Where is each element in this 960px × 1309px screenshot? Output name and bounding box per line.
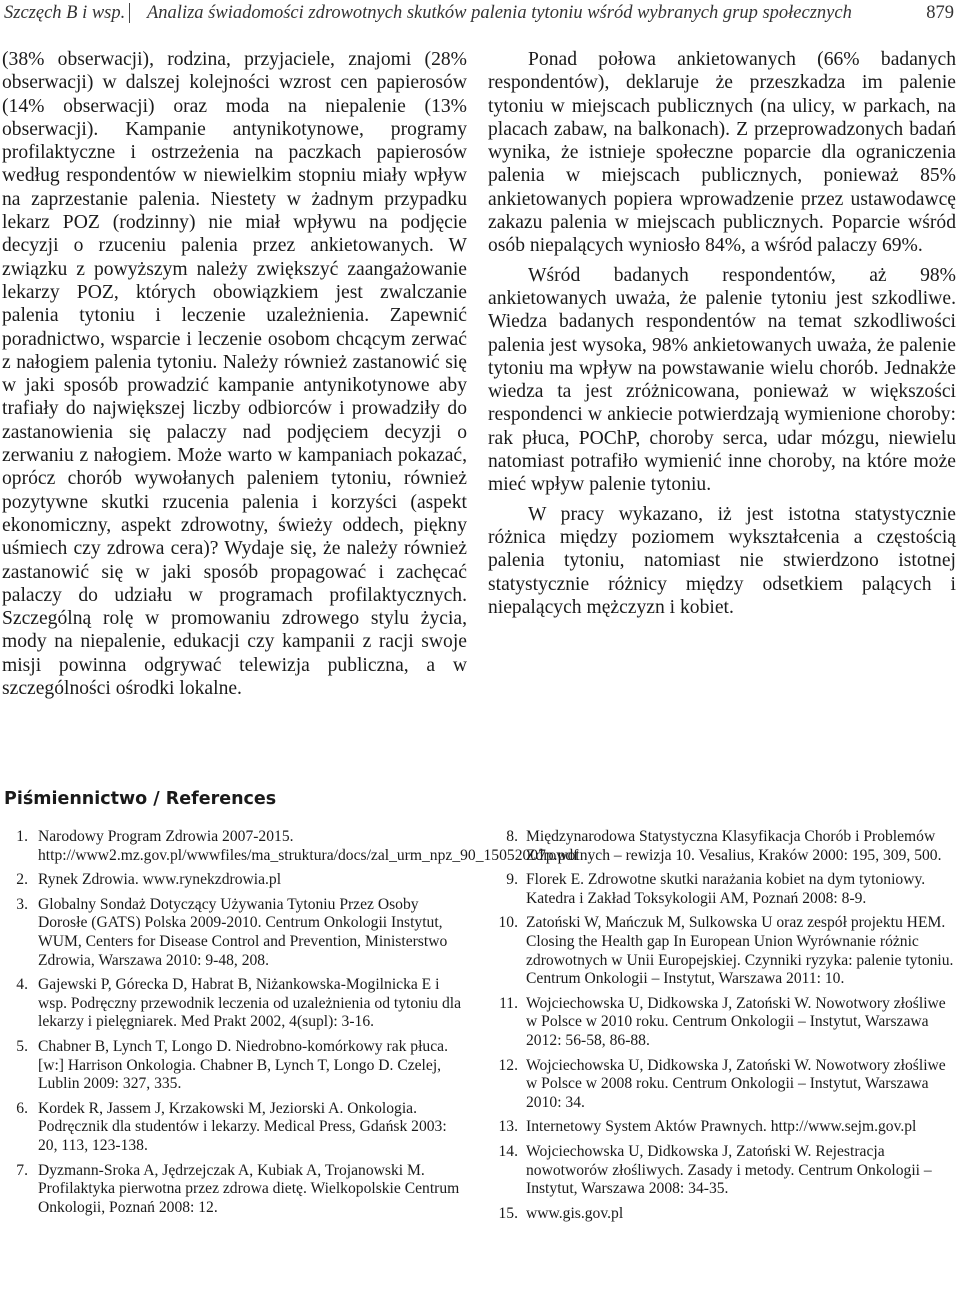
- reference-text: Wojciechowska U, Didkowska J, Zatoński W. Nowotwory złośliwe w Polsce w 2010 roku. Centrum Onkologii – Instytut, Warszawa 2012: 56-58, 86-88.: [526, 994, 946, 1049]
- header-title: Analiza świadomości zdrowotnych skutków palenia tytoniu wśród wybranych grup społecznych: [147, 3, 852, 23]
- reference-text: Kordek R, Jassem J, Krzakowski M, Jeziorski A. Onkologia. Podręcznik dla studentów i lekarzy. Medical Press, Gdańsk 2003: 20, 113, 123-138.: [38, 1099, 447, 1154]
- body-column-right: [488, 48, 956, 625]
- reference-number: 14.: [498, 1142, 518, 1160]
- reference-item: [490, 1118, 956, 1137]
- reference-item: [490, 1057, 956, 1113]
- reference-item: [4, 1100, 468, 1156]
- body-paragraph: Wśród badanych respondentów, aż 98% ankietowanych uważa, że palenie tytoniu jest szkodliwe. Wiedza badanych respondentów na temat szkodliwości palenia jest wysoka, 98% ankietowanych uważa, że palenie tytoniu ma wpływ na powstawanie wielu chorób. Jednakże wiedza ta jest zróżnicowana, ponieważ w większości respondenci w ankiecie potwierdzają wymienione choroby: rak płuca, POChP, choroby serca, udar mózgu, niewielu natomiast potrafiło wymienić inne choroby, na które może mieć wpływ palenie tytoniu.: [488, 264, 956, 496]
- reference-item: [490, 995, 956, 1051]
- reference-item: [4, 896, 468, 970]
- references-heading: Piśmiennictwo / References: [4, 789, 277, 809]
- body-paragraph: W pracy wykazano, iż jest istotna statystycznie różnica między poziomem wykształcenia a częstością palenia tytoniu, natomiast nie stwierdzono istotnej statystycznie różnicy między odsetkiem palących i niepalących mężczyzn i kobiet.: [488, 503, 956, 618]
- reference-text: Chabner B, Lynch T, Longo D. Niedrobno-komórkowy rak płuca. [w:] Harrison Onkologia. Chabner B, Lynch T, Longo D. Czelej, Lublin 2009: 327, 335.: [38, 1037, 448, 1093]
- reference-text: Międzynarodowa Statystyczna Klasyfikacja Chorób i Problemów Zdrowotnych – rewizja 10. Vesalius, Kraków 2000: 195, 309, 500.: [526, 828, 942, 864]
- header-divider: [129, 3, 130, 23]
- reference-number: 4.: [16, 976, 28, 994]
- body-paragraph: Ponad połowa ankietowanych (66% badanych respondentów), deklaruje że przeszkadza im palenie tytoniu w miejscach publicznych (na ulicy, w parkach, na placach zabaw, na balkonach). Z przeprowadzonych badań wynika, że istnieje społeczne poparcie dla ograniczenia palenia w miejscach publicznych, ponieważ 85% ankietowanych popiera wprowadzenie przez ustawodawcę zakazu palenia w miejscach publicznych. Poparcie wśród osób niepalących wyniosło 84%, a wśród palaczy 69%.: [488, 49, 956, 257]
- reference-text: Gajewski P, Górecka D, Habrat B, Niżankowska-Mogilnicka E i wsp. Podręczny przewodnik leczenia od uzależnienia od tytoniu dla lekarzy i pielęgniarek. Med Prakt 2002, 4(supl): 3-16.: [38, 976, 462, 1031]
- reference-item: [490, 871, 956, 908]
- reference-item: [4, 828, 579, 865]
- reference-text: Zatoński W, Mańczuk M, Sulkowska U oraz zespół projektu HEM. Closing the Health gap In European Union Wyrównanie różnic zdrowotnych w Unii Europejskiej. Czynniki ryzyka: palenie tytoniu. Centrum Onkologii – Instytut, Warszawa 2011: 10.: [526, 914, 954, 988]
- reference-text: Wojciechowska U, Didkowska J, Zatoński W. Rejestracja nowotworów złośliwych. Zasady i metody. Centrum Onkologii – Instytut, Warszawa 2008: 34-35.: [526, 1142, 932, 1198]
- body-column-left: [2, 48, 467, 700]
- body-paragraph: (38% obserwacji), rodzina, przyjaciele, znajomi (28% obserwacji) w dalszej kolejności wzrost cen papierosów (14% obserwacji) oraz moda na niepalenie (13% obserwacji). Kampanie antynikotynowe, programy profilaktyczne i ostrzeżenia na paczkach papierosów według respondentów w niewielkim stopniu miały wpływ na zaprzestanie palenia. Niestety w żadnym przypadku lekarz POZ (rodzinny) nie miał wpływu na podjęcie decyzji o rzuceniu palenia przez ankietowanych. W związku z powyższym należy zwiększyć zaangażowanie lekarzy POZ, których obowiązkiem jest zwalczanie palenia tytoniu i leczenie uzależnienia. Zapewnić poradnictwo, wsparcie i leczenie osobom chcącym zerwać z nałogiem palenia tytoniu. Należy również zastanowić się w jaki sposób prowadzić kampanie antynikotynowe aby trafiały do największej liczby odbiorców i prowadziły do zastanowienia się palaczy nad podjęciem decyzji o zerwaniu z nałogiem. Może warto w kampaniach pokazać, oprócz chorób wywołanych paleniem tytoniu, również pozytywne skutki rzucenia palenia i korzyści (aspekt ekonomiczny, aspekt zdrowotny, świeży oddech, piękny uśmiech czy zdrowa cera)? Wydaje się, że należy również zastanowić się w jaki sposób propagować i zachęcać palaczy do udziału w programach profilaktycznych. Szczególną rolę w promowaniu zdrowego stylu życia, mody na niepalenie, edukacji czy kampanii z racji swoje misji powinna odgrywać telewizja publiczna, a w szczególności ośrodki lokalne.: [2, 49, 467, 700]
- reference-item: [4, 871, 468, 890]
- reference-number: 7.: [16, 1161, 28, 1179]
- reference-text: Internetowy System Aktów Prawnych. http://www.sejm.gov.pl: [526, 1118, 917, 1136]
- reference-number: 3.: [16, 895, 28, 913]
- reference-number: 8.: [506, 828, 518, 845]
- reference-number: 10.: [498, 914, 518, 932]
- reference-number: 13.: [498, 1118, 518, 1136]
- reference-item: [4, 976, 468, 1032]
- reference-number: 15.: [498, 1204, 518, 1222]
- page-number: 879: [926, 3, 954, 23]
- reference-list-right: [490, 828, 956, 1229]
- reference-number: 2.: [16, 871, 28, 889]
- reference-item: [490, 828, 956, 865]
- reference-item: [490, 1143, 956, 1199]
- reference-text: Florek E. Zdrowotne skutki narażania kobiet na dym tytoniowy. Katedra i Zakład Toksykologii AM, Poznań 2008: 8-9.: [526, 871, 926, 907]
- reference-item: [490, 1205, 956, 1224]
- reference-number: 12.: [498, 1056, 518, 1074]
- header-authors: Szczęch B i wsp.: [4, 3, 126, 23]
- reference-number: 9.: [506, 871, 518, 889]
- reference-item: [490, 914, 956, 988]
- reference-text: Globalny Sondaż Dotyczący Używania Tytoniu Przez Osoby Dorosłe (GATS) Polska 2009-2010. Centrum Onkologii Instytut, WUM, Centers for Disease Control and Prevention, Ministerstwo Zdrowia, Warszawa 2010: 9-48, 208.: [38, 895, 448, 969]
- reference-item: [4, 1162, 468, 1218]
- reference-item: [4, 1038, 468, 1094]
- reference-number: 11.: [499, 994, 518, 1012]
- reference-text: Rynek Zdrowia. www.rynekzdrowia.pl: [38, 871, 282, 889]
- reference-number: 6.: [16, 1099, 28, 1117]
- running-header: [4, 0, 954, 26]
- reference-number: 5.: [16, 1037, 28, 1055]
- reference-text: Wojciechowska U, Didkowska J, Zatoński W. Nowotwory złośliwe w Polsce w 2008 roku. Centrum Onkologii – Instytut, Warszawa 2010: 34.: [526, 1056, 946, 1111]
- reference-number: 1.: [16, 828, 28, 845]
- reference-text: Narodowy Program Zdrowia 2007-2015. http://www2.mz.gov.pl/wwwfiles/ma_struktura/docs/zal_urm_npz_90_15052007p.pdf: [38, 828, 579, 864]
- reference-text: Dyzmann-Sroka A, Jędrzejczak A, Kubiak A, Trojanowski M. Profilaktyka pierwotna przez zdrowa dietę. Wielkopolskie Centrum Onkologii, Poznań 2008: 12.: [38, 1161, 460, 1216]
- reference-text: www.gis.gov.pl: [526, 1204, 624, 1222]
